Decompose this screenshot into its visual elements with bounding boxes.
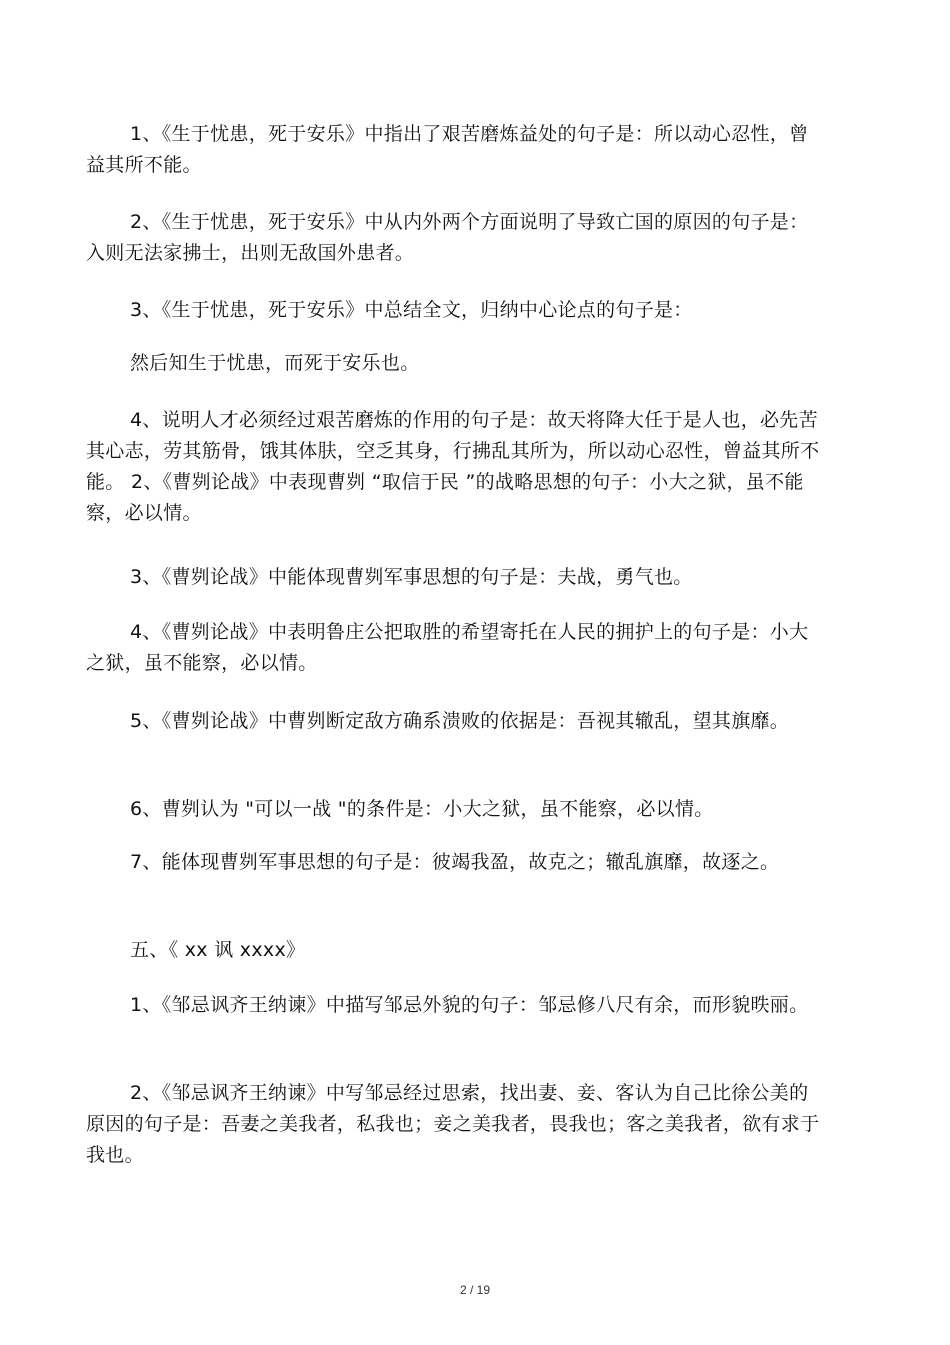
paragraph-12: 2、《邹忌讽齐王纳谏》中写邹忌经过思索，找出妻、妾、客认为自己比徐公美的原因的句子是：吾妻之美我者，私我也；妾之美我者，畏我也；客之美我者，欲有求于我也。 <box>86 1082 820 1166</box>
paragraph-2: 2、《生于忧患，死于安乐》中从内外两个方面说明了导致亡国的原因的句子是：入则无法家拂士，出则无敌国外患者。 <box>86 211 809 264</box>
paragraph-8: 5、《曹刿论战》中曹刿断定敌方确系溃败的依据是：吾视其辙乱，望其旗靡。 <box>130 710 790 732</box>
section-heading: 五、《 xx 讽 xxxx》 <box>130 939 306 961</box>
paragraph-9: 6、曹刿认为 "可以一战 "的条件是：小大之狱，虽不能察，必以情。 <box>130 798 714 820</box>
paragraph-4: 然后知生于忧患，而死于安乐也。 <box>130 352 420 374</box>
paragraph-11: 1、《邹忌讽齐王纳谏》中描写邹忌外貌的句子：邹忌修八尺有余，而形貌昳丽。 <box>130 994 809 1016</box>
paragraph-7: 4、《曹刿论战》中表明鲁庄公把取胜的希望寄托在人民的拥护上的句子是：小大之狱，虽不能察，必以情。 <box>86 621 809 674</box>
paragraph-6: 3、《曹刿论战》中能体现曹刿军事思想的句子是：夫战，勇气也。 <box>130 566 693 588</box>
paragraph-5: 4、说明人才必须经过艰苦磨炼的作用的句子是：故天将降大任于是人也，必先苦其心志，劳其筋骨，饿其体肤，空乏其身，行拂乱其所为，所以动心忍性，曾益其所不能。 2、《曹刿论战》中表现曹刿 “取信于民 ”的战略思想的句子：小大之狱，虽不能察，必以情。 <box>86 409 820 524</box>
page-number: 2 / 19 <box>459 1283 491 1297</box>
paragraph-1: 1、《生于忧患，死于安乐》中指出了艰苦磨炼益处的句子是：所以动心忍性，曾益其所不能。 <box>86 123 809 176</box>
paragraph-3: 3、《生于忧患，死于安乐》中总结全文，归纳中心论点的句子是： <box>130 299 693 321</box>
paragraph-10: 7、能体现曹刿军事思想的句子是：彼竭我盈，故克之；辙乱旗靡，故逐之。 <box>130 851 780 873</box>
